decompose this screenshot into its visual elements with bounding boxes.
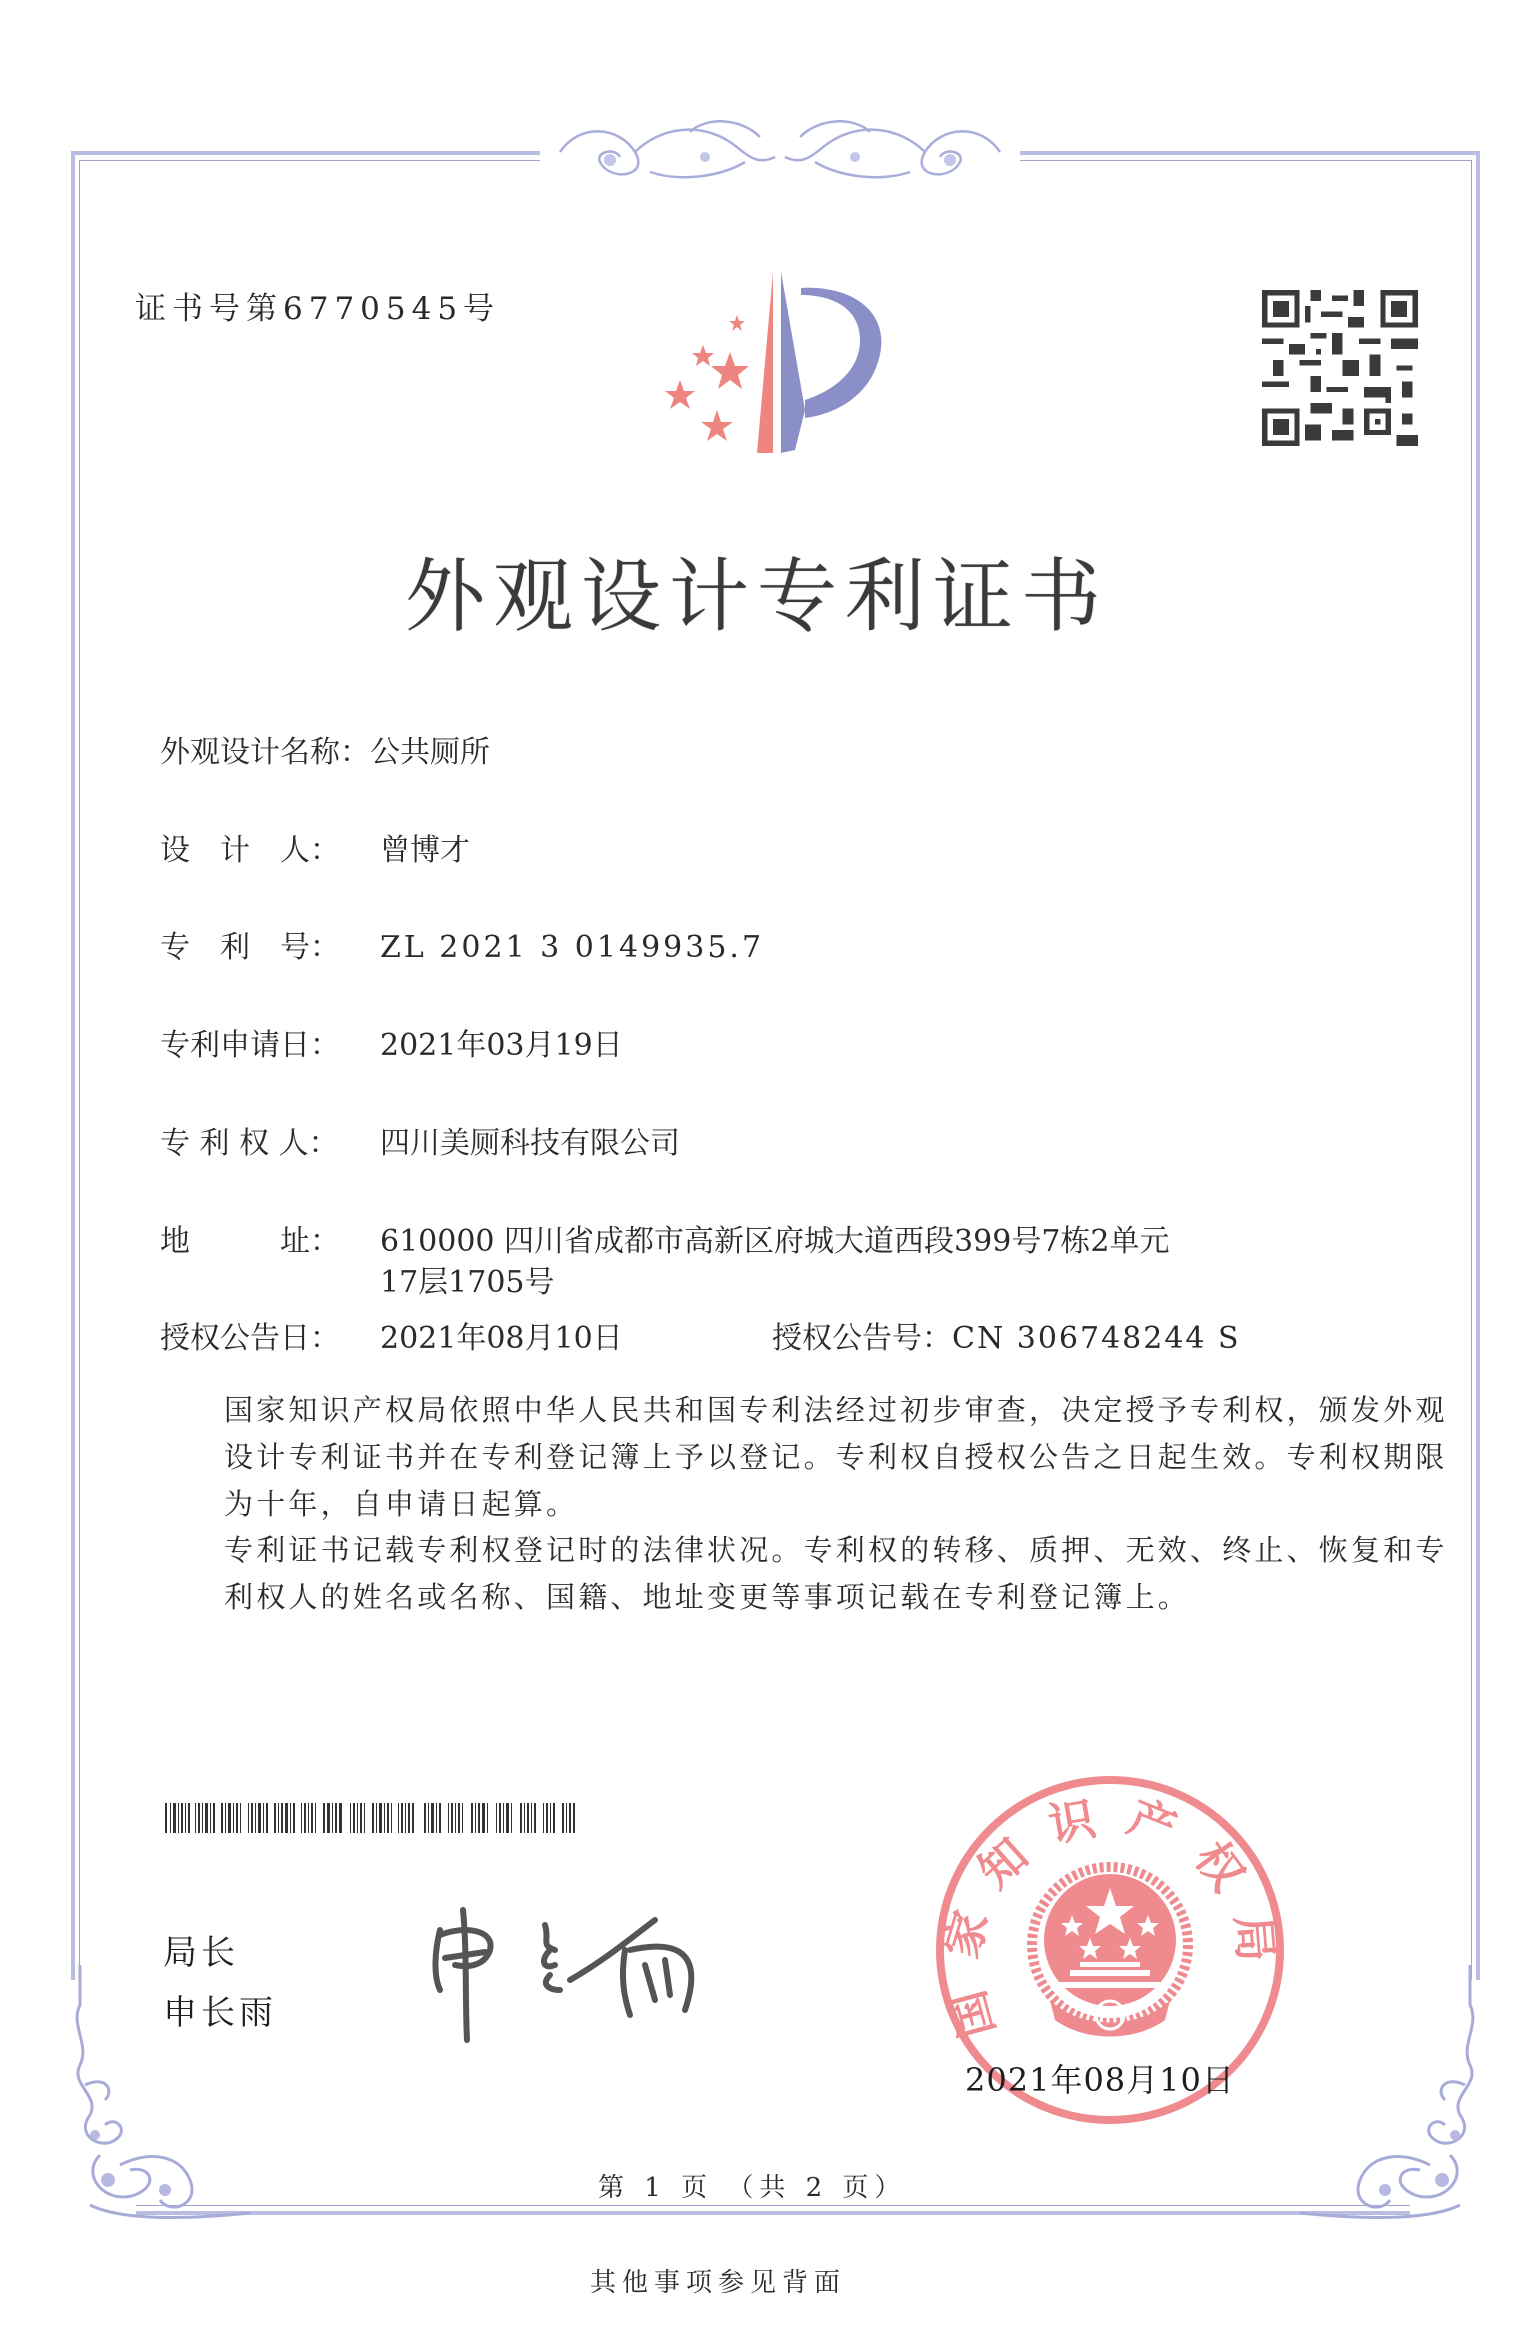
director-name: 申长雨 (163, 1993, 277, 2033)
field-value: 2021年03月19日 (380, 1028, 623, 1063)
field-value: ZL 2021 3 0149935.7 (380, 930, 765, 965)
field-label: 外观设计名称： (160, 735, 370, 770)
certificate-title: 外观设计专利证书 (405, 550, 1109, 643)
corner-ornament-bottom-right-icon (1290, 1965, 1490, 2225)
field-value: 四川美厕科技有限公司 (380, 1126, 680, 1161)
field-address (160, 1216, 1170, 1260)
field-label: 专利申请日： (160, 1028, 340, 1063)
field-label: 授权公告日： (160, 1321, 340, 1356)
field-patent-no (160, 922, 764, 966)
top-ornament-icon (540, 112, 1020, 194)
field-value: 2021年08月10日 (380, 1321, 623, 1356)
field-design-name (160, 727, 490, 771)
field-label: 专 利 权 人： (160, 1126, 339, 1161)
field-label: 专 利 号： (160, 930, 340, 965)
qr-code-icon (1262, 290, 1418, 446)
certificate-number: 证书号第6770545号 (135, 291, 501, 327)
field-designer (160, 825, 470, 869)
field-label: 设 计 人： (160, 833, 340, 868)
page-indicator: 第 1 页 （共 2 页） (598, 2173, 907, 2203)
field-value: 曾博才 (380, 833, 470, 868)
barcode-icon (165, 1803, 575, 1833)
field-address-line2: 17层1705号 (380, 1265, 555, 1300)
paragraph-grant-statement: 国家知识产权局依照中华人民共和国专利法经过初步审查，决定授予专利权，颁发外观设计专利证书并在专利登记簿上予以登记。专利权自授权公告之日起生效。专利权期限为十年，自申请日起算。 (224, 1393, 1448, 1521)
field-label: 授权公告号： (772, 1321, 952, 1356)
field-value: 610000 四川省成都市高新区府城大道西段399号7栋2单元 (380, 1224, 1170, 1259)
back-note: 其他事项参见背面 (590, 2268, 847, 2298)
svg-text:国家知识产权局: 国家知识产权局 (933, 1786, 1286, 2044)
paragraph-legal-status: 专利证书记载专利权登记时的法律状况。专利权的转移、质押、无效、终止、恢复和专利权人的姓名或名称、国籍、地址变更等事项记载在专利登记簿上。 (224, 1533, 1448, 1614)
field-grant-pub-no (772, 1313, 1241, 1357)
field-label: 地 址： (160, 1224, 340, 1259)
cnipa-logo-icon (655, 270, 915, 460)
field-patentee (160, 1118, 680, 1162)
seal-date: 2021年08月10日 (965, 2061, 1235, 2099)
field-value: CN 306748244 S (952, 1321, 1241, 1356)
field-filing-date (160, 1020, 623, 1064)
field-grant-pub-date (160, 1313, 623, 1357)
signature-icon (355, 1890, 775, 2050)
field-value: 公共厕所 (370, 735, 490, 770)
director-title: 局长 (163, 1933, 239, 1973)
